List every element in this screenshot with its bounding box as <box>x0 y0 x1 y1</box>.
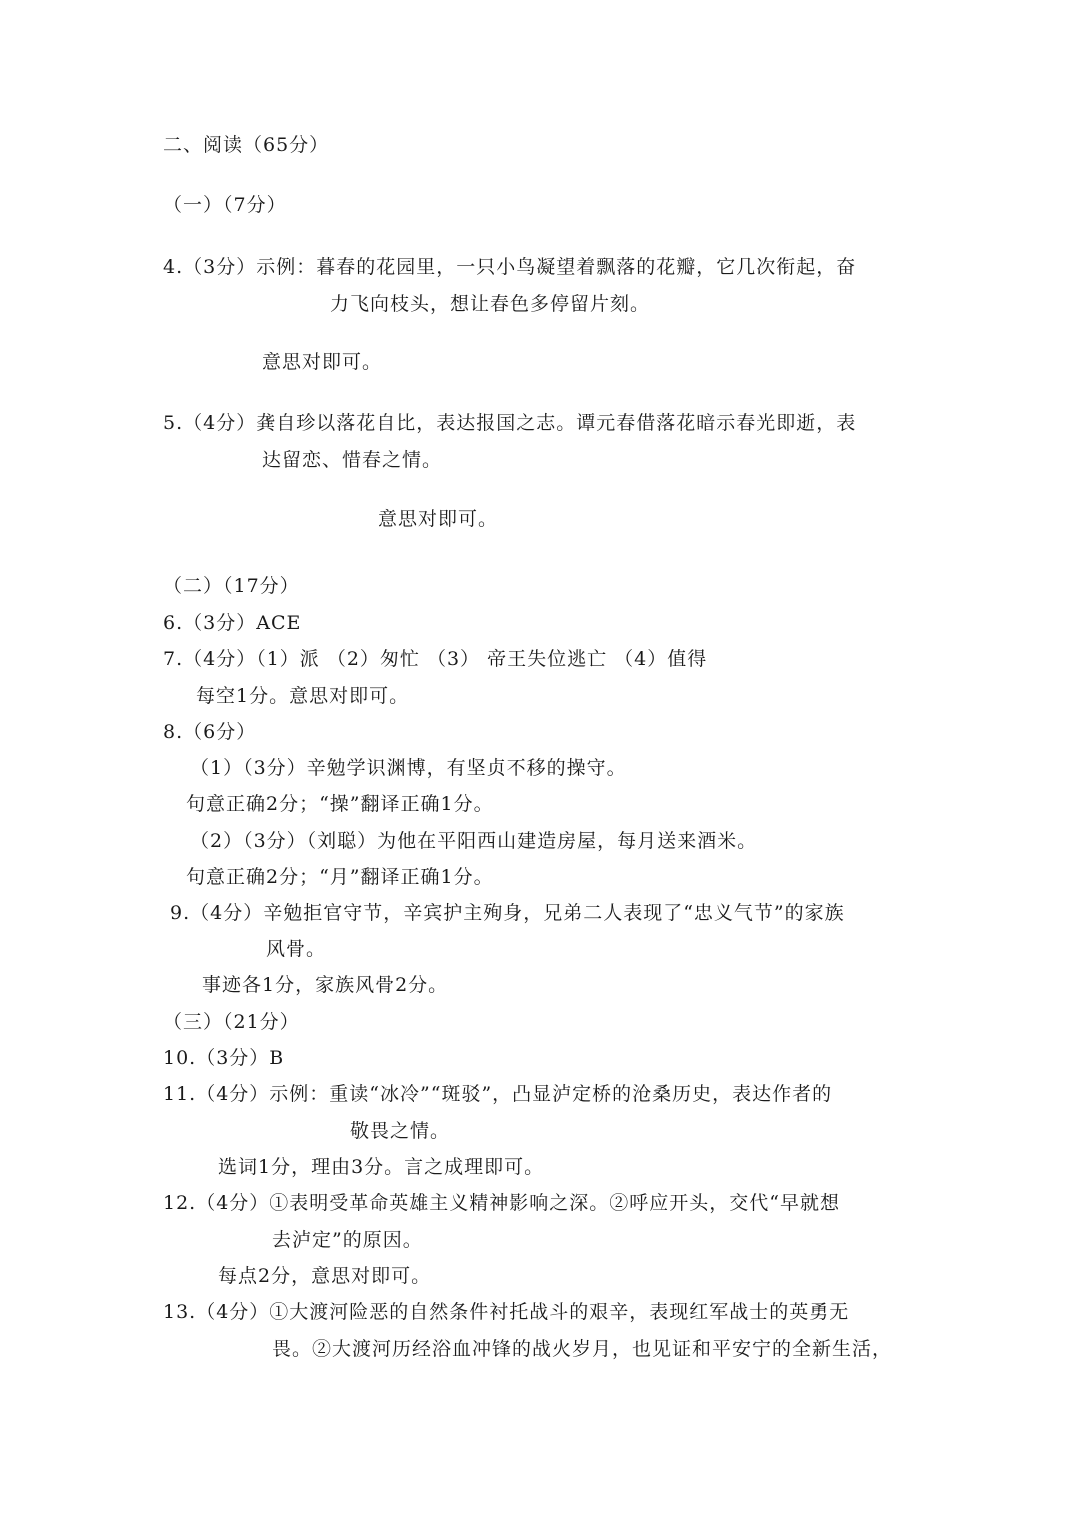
q9-answer-line2: 风骨。 <box>266 938 327 960</box>
q7-scoring-note: 每空1分。意思对即可。 <box>196 685 410 707</box>
q8-sub2: （2）（3分）（刘聪）为他在平阳西山建造房屋，每月送来酒米。 <box>190 830 758 852</box>
q8-answer-line1: 8.（6分） <box>163 721 257 743</box>
part1-heading: （一）（7分） <box>163 194 287 216</box>
section-title: 二、阅读（65分） <box>163 134 330 156</box>
q5-answer-line2: 达留恋、惜春之情。 <box>262 449 443 471</box>
q11-answer-line2: 敬畏之情。 <box>350 1120 451 1142</box>
q13-answer-line2: 畏。②大渡河历经浴血冲锋的战火岁月，也见证和平安宁的全新生活， <box>272 1338 893 1360</box>
q9-scoring-note: 事迹各1分，家族风骨2分。 <box>202 974 449 996</box>
q8-sub2-note: 句意正确2分；“月”翻译正确1分。 <box>186 866 494 888</box>
q4-answer-line2: 力飞向枝头，想让春色多停留片刻。 <box>330 293 651 315</box>
q7-answer-line1: 7.（4分）（1）派 （2）匆忙 （3） 帝王失位逃亡 （4）值得 <box>163 648 708 670</box>
q5-answer-line1: 5.（4分）龚自珍以落花自比，表达报国之志。谭元春借落花暗示春光即逝，表 <box>163 412 857 434</box>
part3-heading: （三）（21分） <box>163 1011 300 1033</box>
q9-answer-line1: 9.（4分）辛勉拒官守节，辛宾护主殉身，兄弟二人表现了“忠义气节”的家族 <box>170 902 845 924</box>
q8-sub1-note: 句意正确2分；“操”翻译正确1分。 <box>186 793 494 815</box>
q10-answer: 10.（3分）B <box>163 1047 285 1069</box>
q12-answer-line1: 12.（4分）①表明受革命英雄主义精神影响之深。②呼应开头，交代“早就想 <box>163 1192 841 1214</box>
q13-answer-line1: 13.（4分）①大渡河险恶的自然条件衬托战斗的艰辛，表现红军战士的英勇无 <box>163 1301 850 1323</box>
q4-scoring-note: 意思对即可。 <box>262 351 383 373</box>
q12-answer-line2: 去泸定”的原因。 <box>272 1229 423 1251</box>
q5-scoring-note: 意思对即可。 <box>378 508 499 530</box>
q12-scoring-note: 每点2分，意思对即可。 <box>218 1265 432 1287</box>
q8-sub1: （1）（3分）辛勉学识渊博，有坚贞不移的操守。 <box>190 757 627 779</box>
q4-answer-line1: 4.（3分）示例：暮春的花园里，一只小鸟凝望着飘落的花瓣，它几次衔起，奋 <box>163 256 857 278</box>
q11-scoring-note: 选词1分，理由3分。言之成理即可。 <box>218 1156 545 1178</box>
q11-answer-line1: 11.（4分）示例：重读“冰冷”“斑驳”，凸显泸定桥的沧桑历史，表达作者的 <box>163 1083 833 1105</box>
part2-heading: （二）（17分） <box>163 575 300 597</box>
q6-answer: 6.（3分）ACE <box>163 612 302 634</box>
